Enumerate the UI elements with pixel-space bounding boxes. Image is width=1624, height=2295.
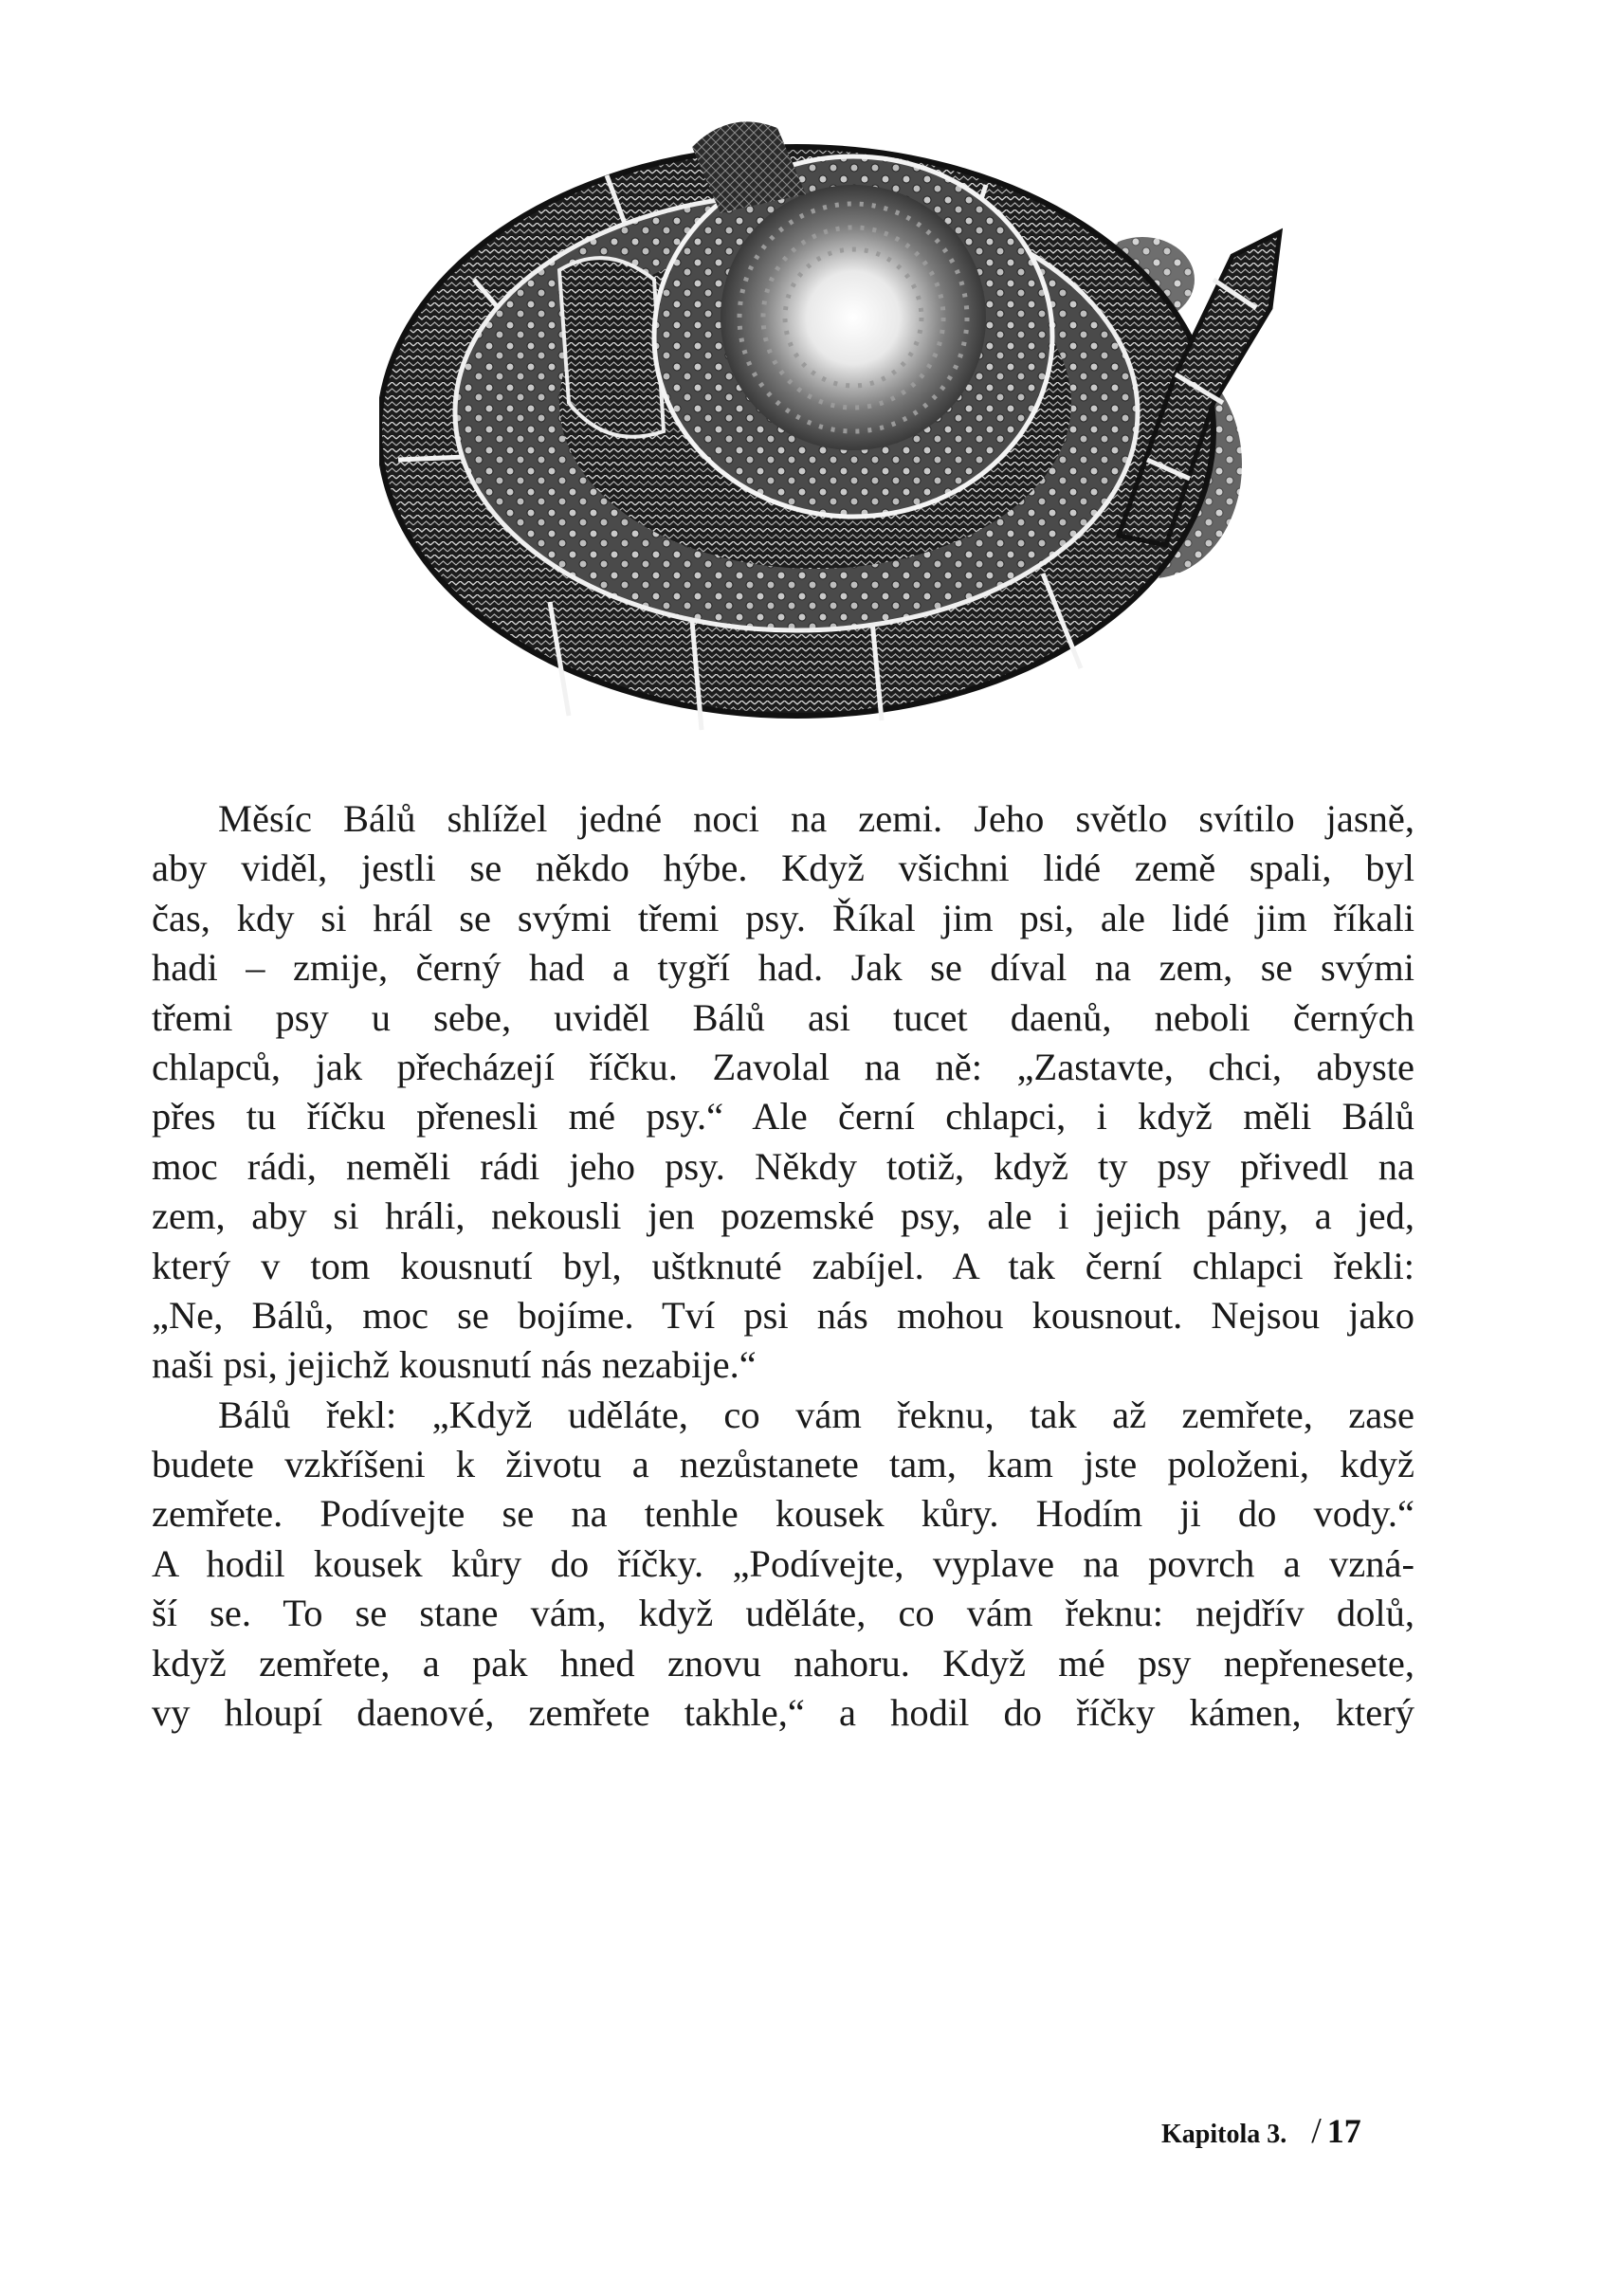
page-footer	[1161, 2110, 1361, 2152]
chapter-label: Kapitola 3.	[1161, 2120, 1287, 2149]
text-line: Měsíc Bálů shlížel jedné noci na zemi. Jeho světlo svítilo jasně,	[218, 797, 1414, 840]
text-line: naši psi, jejichž kousnutí nás nezabije.“	[152, 1343, 757, 1387]
footer-slash: /	[1311, 2111, 1322, 2151]
text-line: hadi – zmije, černý had a tygří had. Jak se díval na zem, se svými	[152, 946, 1414, 990]
story-text	[152, 794, 1414, 1738]
text-line: který v tom kousnutí byl, uštknuté zabíjel. A tak černí chlapci řekli:	[152, 1244, 1414, 1287]
text-line: přes tu říčku přenesli mé psy.“ Ale černí chlapci, i když měli Bálů	[152, 1095, 1414, 1138]
page-number: 17	[1326, 2112, 1361, 2150]
text-line: chlapců, jak přecházejí říčku. Zavolal na ně: „Zastavte, chci, abyste	[152, 1045, 1414, 1088]
text-line: čas, kdy si hrál se svými třemi psy. Říkal jim psi, ale lidé jim říkali	[152, 896, 1414, 939]
text-line: moc rádi, neměli rádi jeho psy. Někdy totiž, když ty psy přivedl na	[152, 1144, 1414, 1188]
text-line: když zemřete, a pak hned znovu nahoru. Když mé psy nepřenesete,	[152, 1641, 1414, 1685]
text-line: budete vzkříšeni k životu a nezůstanete tam, kam jste položeni, když	[152, 1443, 1414, 1486]
text-line: A hodil kousek kůry do říčky. „Podívejte, vyplave na povrch a vzná-	[152, 1541, 1414, 1585]
text-line: „Ne, Bálů, moc se bojíme. Tví psi nás mohou kousnout. Nejsou jako	[152, 1293, 1414, 1337]
text-line: Bálů řekl: „Když uděláte, co vám řeknu, tak až zemřete, zase	[218, 1393, 1414, 1436]
text-line: zemřete. Podívejte se na tenhle kousek kůry. Hodím ji do vody.“	[152, 1492, 1414, 1536]
coiled-snake-illustration	[379, 90, 1327, 735]
text-line: vy hloupí daenové, zemřete takhle,“ a hodil do říčky kámen, který	[152, 1691, 1414, 1735]
text-line: aby viděl, jestli se někdo hýbe. Když všichni lidé země spali, byl	[152, 847, 1414, 890]
text-line: zem, aby si hráli, nekousli jen pozemské psy, ale i jejich pány, a jed,	[152, 1194, 1414, 1238]
text-line: ší se. To se stane vám, když uděláte, co vám řeknu: nejdřív dolů,	[152, 1592, 1414, 1635]
snake-icon	[379, 90, 1327, 735]
text-line: třemi psy u sebe, uviděl Bálů asi tucet daenů, neboli černých	[152, 995, 1414, 1039]
